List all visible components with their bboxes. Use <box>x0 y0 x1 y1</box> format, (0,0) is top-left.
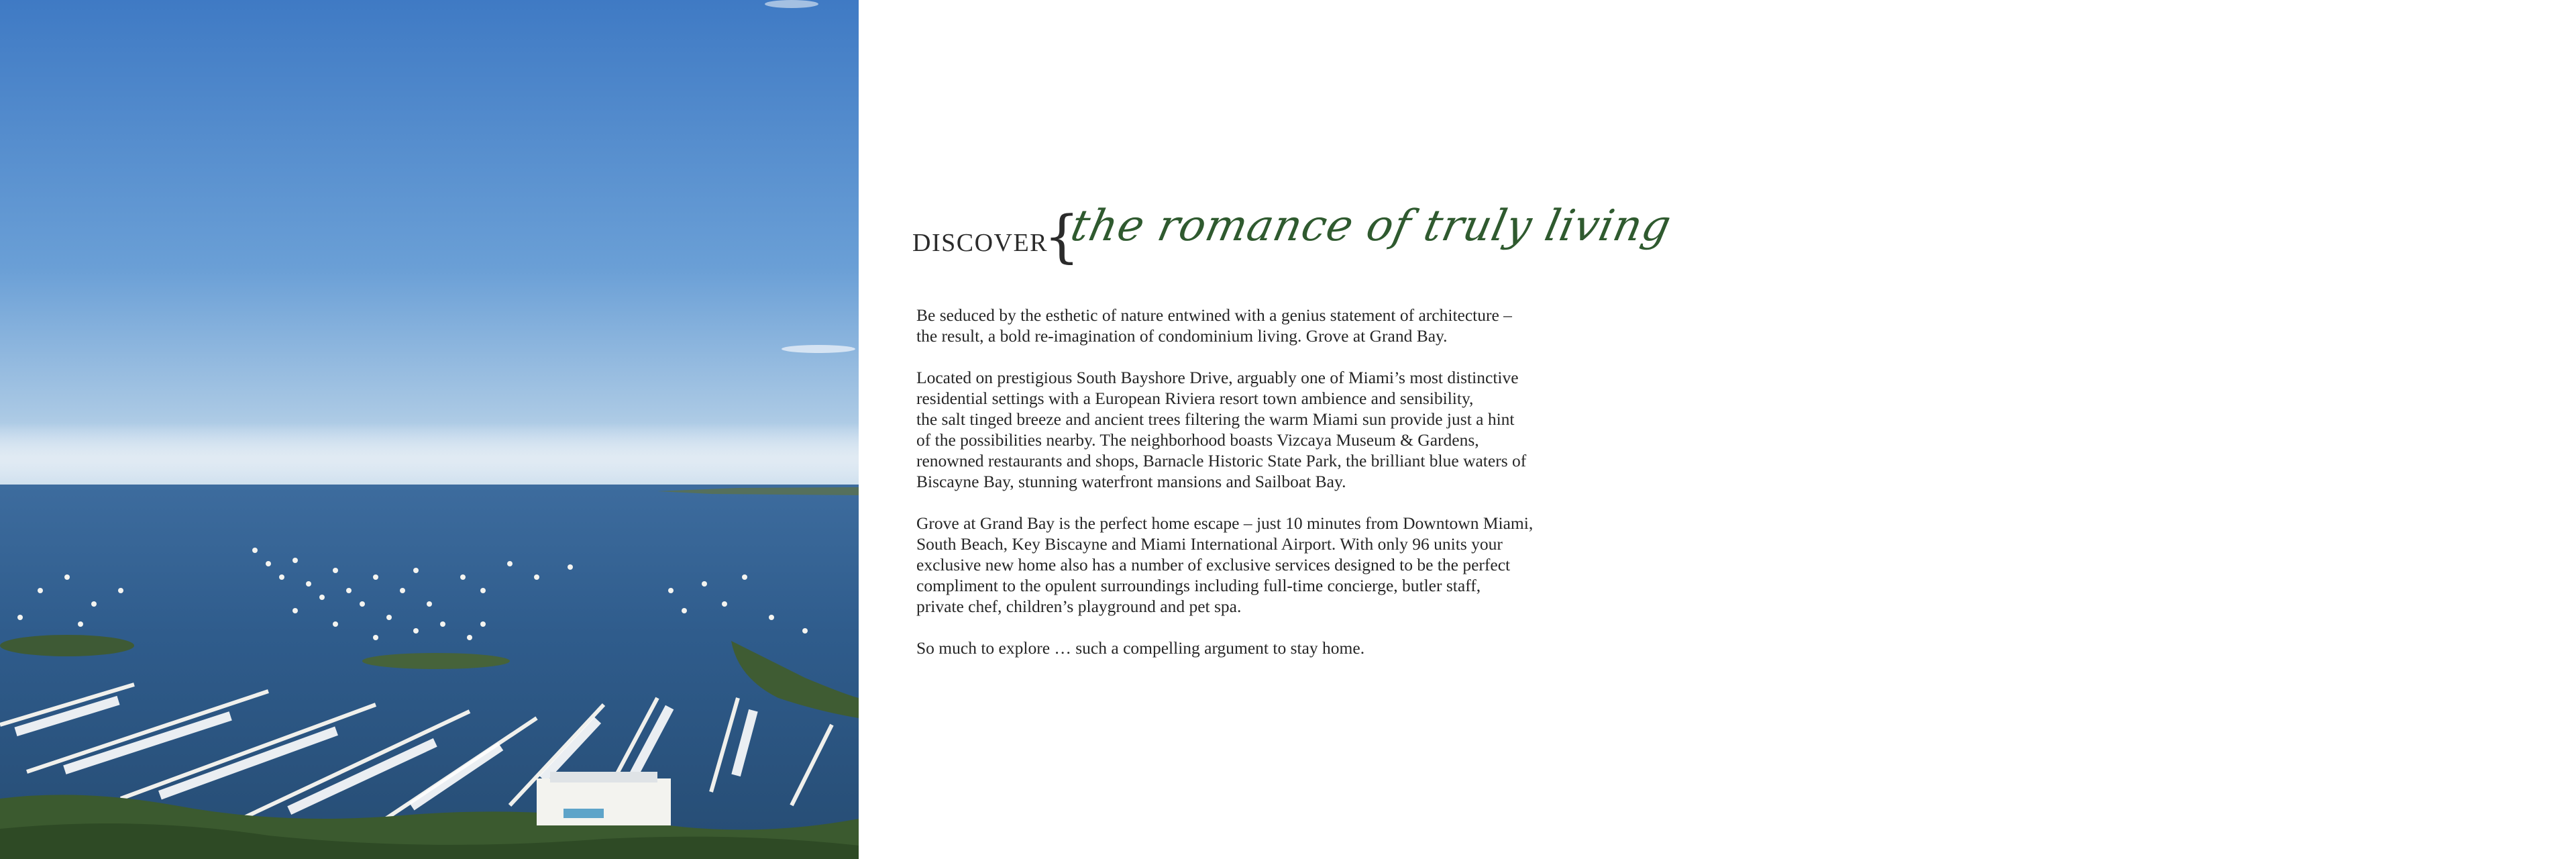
text-line: Biscayne Bay, stunning waterfront mansions and Sailboat Bay. <box>916 472 1346 491</box>
body-copy <box>912 305 1690 658</box>
headline-discover: DISCOVER <box>912 229 1049 257</box>
paragraph-amenities <box>916 513 1690 617</box>
paragraph-intro <box>916 305 1690 346</box>
text-line: Be seduced by the esthetic of nature entwined with a genius statement of architecture – <box>916 305 1512 325</box>
text-line: South Beach, Key Biscayne and Miami International Airport. With only 96 units your <box>916 534 1503 554</box>
text-column <box>912 201 1690 679</box>
cloud <box>782 345 855 353</box>
text-line: private chef, children’s playground and pet spa. <box>916 597 1242 616</box>
clubhouse-building <box>537 778 671 825</box>
text-line: the salt tinged breeze and ancient trees filtering the warm Miami sun provide just a hint <box>916 409 1515 429</box>
marina-illustration <box>0 0 859 859</box>
headline-brace: { <box>1044 203 1080 269</box>
text-line: residential settings with a European Riviera resort town ambience and sensibility, <box>916 389 1474 408</box>
text-line: Located on prestigious South Bayshore Drive, arguably one of Miami’s most distinctive <box>916 368 1519 387</box>
text-line: of the possibilities nearby. The neighborhood boasts Vizcaya Museum & Gardens, <box>916 430 1479 450</box>
text-line: exclusive new home also has a number of exclusive services designed to be the perfect <box>916 555 1511 574</box>
horizon-haze <box>0 423 859 483</box>
text-line: Grove at Grand Bay is the perfect home escape – just 10 minutes from Downtown Miami, <box>916 513 1534 533</box>
text-line: the result, a bold re-imagination of condominium living. Grove at Grand Bay. <box>916 326 1448 346</box>
paragraph-closing <box>916 638 1690 658</box>
sky <box>0 0 859 487</box>
text-line: So much to explore … such a compelling argument to stay home. <box>916 638 1365 658</box>
clubhouse-pool <box>564 809 604 818</box>
island <box>0 635 134 656</box>
cloud <box>765 0 818 8</box>
clubhouse-roof <box>550 772 657 782</box>
headline-tagline: the romance of truly living <box>1067 201 1676 251</box>
marina-aerial-photo <box>0 0 859 859</box>
island <box>362 653 510 669</box>
text-line: compliment to the opulent surroundings including full-time concierge, butler staff, <box>916 576 1481 595</box>
headline <box>912 201 1690 289</box>
text-line: renowned restaurants and shops, Barnacle Historic State Park, the brilliant blue waters of <box>916 451 1527 470</box>
paragraph-location <box>916 367 1690 492</box>
